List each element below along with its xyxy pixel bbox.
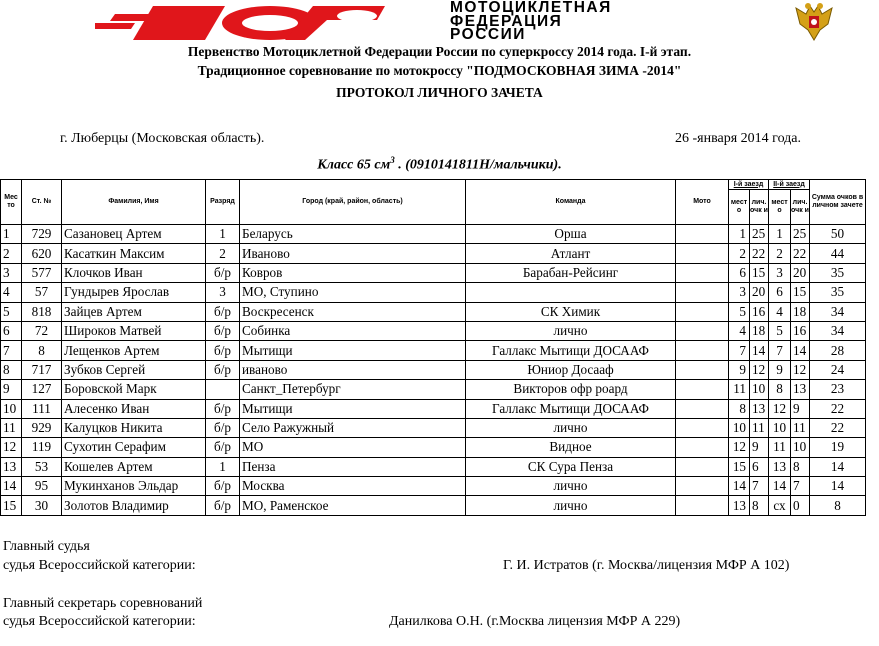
cell-num: 111 [22, 399, 62, 418]
cell-rank: 1 [206, 225, 240, 244]
table-row [1, 496, 866, 515]
title-protocol: ПРОТОКОЛ ЛИЧНОГО ЗАЧЕТА [336, 85, 543, 100]
cell-p2: 10 [769, 418, 791, 437]
cell-total: 28 [810, 341, 866, 360]
cell-city: Беларусь [240, 225, 466, 244]
cell-p2: сх [769, 496, 791, 515]
cell-p1: 15 [729, 457, 750, 476]
cell-p1: 3 [729, 283, 750, 302]
cell-place: 15 [1, 496, 22, 515]
cell-o1: 9 [750, 438, 769, 457]
cell-city: Собинка [240, 321, 466, 340]
cell-p2: 6 [769, 283, 791, 302]
table-row [1, 341, 866, 360]
header-total: Сумма очков в личном зачете [810, 180, 866, 225]
cell-total: 50 [810, 225, 866, 244]
cell-num: 729 [22, 225, 62, 244]
cell-name: Сухотин Серафим [62, 438, 206, 457]
cell-num: 8 [22, 341, 62, 360]
cell-o1: 14 [750, 341, 769, 360]
cell-p1: 7 [729, 341, 750, 360]
cell-o2: 22 [791, 244, 810, 263]
cell-place: 4 [1, 283, 22, 302]
cell-moto [676, 341, 729, 360]
header-race2-points: лич. очк и [791, 190, 810, 225]
cell-o2: 13 [791, 380, 810, 399]
results-body [1, 225, 866, 516]
cell-team: Юниор Досааф [466, 360, 676, 379]
coat-of-arms-icon [790, 0, 838, 42]
org-line-2: ФЕДЕРАЦИЯ [450, 12, 563, 30]
cell-total: 35 [810, 263, 866, 282]
cell-o2: 14 [791, 341, 810, 360]
cell-p1: 14 [729, 477, 750, 496]
table-row [1, 399, 866, 418]
cell-p1: 9 [729, 360, 750, 379]
cell-city: Иваново [240, 244, 466, 263]
cell-moto [676, 244, 729, 263]
cell-rank: б/р [206, 399, 240, 418]
cell-o2: 20 [791, 263, 810, 282]
cell-city: Пенза [240, 457, 466, 476]
cell-p2: 13 [769, 457, 791, 476]
table-row [1, 321, 866, 340]
cell-moto [676, 477, 729, 496]
secretary-name: Данилкова О.Н. (г.Москва лицензия МФР А 229) [389, 614, 681, 629]
cell-num: 127 [22, 380, 62, 399]
cell-o1: 8 [750, 496, 769, 515]
cell-team: Галлакс Мытищи ДОСААФ [466, 341, 676, 360]
mfr-logo [95, 4, 395, 42]
cell-place: 10 [1, 399, 22, 418]
cell-p2: 5 [769, 321, 791, 340]
cell-team: Галлакс Мытищи ДОСААФ [466, 399, 676, 418]
event-date: 26 -января 2014 года. [675, 131, 801, 146]
cell-moto [676, 225, 729, 244]
cell-rank: б/р [206, 321, 240, 340]
table-row [1, 225, 866, 244]
header-number: Ст. № [22, 180, 62, 225]
location: г. Люберцы (Московская область). [60, 131, 265, 146]
cell-name: Сазановец Артем [62, 225, 206, 244]
cell-p2: 8 [769, 380, 791, 399]
cell-name: Алесенко Иван [62, 399, 206, 418]
cell-name: Касаткин Максим [62, 244, 206, 263]
secretary-title: Главный секретарь соревнований [3, 596, 203, 611]
class-suffix: . (0910141811Н/мальчики). [394, 157, 562, 173]
cell-city: Воскресенск [240, 302, 466, 321]
cell-p2: 2 [769, 244, 791, 263]
cell-moto [676, 263, 729, 282]
cell-rank: б/р [206, 341, 240, 360]
cell-rank: б/р [206, 477, 240, 496]
cell-moto [676, 321, 729, 340]
cell-city: иваново [240, 360, 466, 379]
table-row [1, 302, 866, 321]
cell-p1: 8 [729, 399, 750, 418]
header-team: Команда [466, 180, 676, 225]
cell-o2: 16 [791, 321, 810, 340]
cell-o1: 18 [750, 321, 769, 340]
header-race-2: II-й заезд [769, 180, 810, 190]
cell-moto [676, 360, 729, 379]
cell-name: Кошелев Артем [62, 457, 206, 476]
cell-team: лично [466, 418, 676, 437]
cell-place: 3 [1, 263, 22, 282]
table-row [1, 418, 866, 437]
header-race1-place: мест о [729, 190, 750, 225]
cell-o2: 18 [791, 302, 810, 321]
cell-o1: 22 [750, 244, 769, 263]
table-row [1, 457, 866, 476]
cell-total: 14 [810, 477, 866, 496]
cell-name: Мукинханов Эльдар [62, 477, 206, 496]
cell-total: 44 [810, 244, 866, 263]
cell-name: Калуцков Никита [62, 418, 206, 437]
cell-total: 22 [810, 399, 866, 418]
cell-rank: 2 [206, 244, 240, 263]
judge-category: судья Всероссийской категории: [3, 558, 196, 573]
organization-name [450, 1, 612, 42]
cell-team: лично [466, 321, 676, 340]
cell-total: 14 [810, 457, 866, 476]
cell-p1: 2 [729, 244, 750, 263]
cell-name: Золотов Владимир [62, 496, 206, 515]
title-competition: Традиционное соревнование по мотокроссу "ПОДМОСКОВНАЯ ЗИМА -2014" [197, 63, 682, 78]
cell-p2: 3 [769, 263, 791, 282]
cell-moto [676, 438, 729, 457]
table-row [1, 283, 866, 302]
cell-p2: 7 [769, 341, 791, 360]
table-row [1, 244, 866, 263]
secretary-category: судья Всероссийской категории: [3, 614, 196, 629]
cell-p1: 5 [729, 302, 750, 321]
cell-p2: 14 [769, 477, 791, 496]
table-row [1, 360, 866, 379]
cell-moto [676, 418, 729, 437]
cell-place: 2 [1, 244, 22, 263]
cell-total: 34 [810, 321, 866, 340]
cell-o2: 8 [791, 457, 810, 476]
header-name: Фамилия, Имя [62, 180, 206, 225]
cell-name: Клочков Иван [62, 263, 206, 282]
cell-num: 818 [22, 302, 62, 321]
cell-p1: 11 [729, 380, 750, 399]
cell-num: 57 [22, 283, 62, 302]
table-row [1, 380, 866, 399]
cell-o1: 10 [750, 380, 769, 399]
cell-o1: 12 [750, 360, 769, 379]
cell-o2: 7 [791, 477, 810, 496]
cell-place: 9 [1, 380, 22, 399]
cell-city: МО, Раменское [240, 496, 466, 515]
cell-city: МО, Ступино [240, 283, 466, 302]
header-race-1: I-й заезд [729, 180, 769, 190]
cell-total: 8 [810, 496, 866, 515]
header-place: Мес то [1, 180, 22, 225]
cell-num: 577 [22, 263, 62, 282]
cell-num: 119 [22, 438, 62, 457]
cell-name: Зубков Сергей [62, 360, 206, 379]
cell-o2: 9 [791, 399, 810, 418]
cell-o1: 7 [750, 477, 769, 496]
cell-num: 72 [22, 321, 62, 340]
cell-city: МО [240, 438, 466, 457]
cell-city: Село Ражужный [240, 418, 466, 437]
cell-rank: 1 [206, 457, 240, 476]
cell-p1: 10 [729, 418, 750, 437]
cell-city: Ковров [240, 263, 466, 282]
cell-o2: 10 [791, 438, 810, 457]
header-race1-points: лич. очк и [750, 190, 769, 225]
class-prefix: Класс 65 см [317, 157, 391, 173]
org-line-1: МОТОЦИКЛЕТНАЯ [450, 0, 612, 16]
cell-num: 53 [22, 457, 62, 476]
cell-city: Санкт_Петербург [240, 380, 466, 399]
cell-team: СК Сура Пенза [466, 457, 676, 476]
results-table [0, 179, 866, 516]
cell-o2: 25 [791, 225, 810, 244]
judge-name: Г. И. Истратов (г. Москва/лицензия МФР А 102) [503, 558, 790, 573]
cell-total: 23 [810, 380, 866, 399]
cell-num: 95 [22, 477, 62, 496]
cell-p2: 1 [769, 225, 791, 244]
cell-rank: б/р [206, 263, 240, 282]
cell-o1: 25 [750, 225, 769, 244]
cell-p1: 12 [729, 438, 750, 457]
cell-num: 30 [22, 496, 62, 515]
cell-name: Гундырев Ярослав [62, 283, 206, 302]
cell-num: 620 [22, 244, 62, 263]
cell-o2: 0 [791, 496, 810, 515]
cell-total: 24 [810, 360, 866, 379]
cell-o1: 20 [750, 283, 769, 302]
cell-place: 7 [1, 341, 22, 360]
cell-name: Лещенков Артем [62, 341, 206, 360]
cell-rank: б/р [206, 360, 240, 379]
cell-p2: 11 [769, 438, 791, 457]
cell-team: СК Химик [466, 302, 676, 321]
cell-place: 13 [1, 457, 22, 476]
cell-p1: 6 [729, 263, 750, 282]
cell-rank: б/р [206, 496, 240, 515]
cell-moto [676, 399, 729, 418]
cell-team: Викторов офр роард [466, 380, 676, 399]
cell-rank: б/р [206, 302, 240, 321]
cell-total: 35 [810, 283, 866, 302]
cell-team: лично [466, 496, 676, 515]
cell-rank: б/р [206, 418, 240, 437]
cell-team: Орша [466, 225, 676, 244]
cell-o2: 15 [791, 283, 810, 302]
cell-moto [676, 457, 729, 476]
cell-num: 717 [22, 360, 62, 379]
header-moto: Мото [676, 180, 729, 225]
cell-o1: 16 [750, 302, 769, 321]
header-city: Город (край, район, область) [240, 180, 466, 225]
table-row [1, 263, 866, 282]
cell-p2: 9 [769, 360, 791, 379]
org-line-3: РОССИИ [450, 26, 526, 43]
cell-moto [676, 496, 729, 515]
header-rank: Разряд [206, 180, 240, 225]
cell-moto [676, 302, 729, 321]
cell-o1: 11 [750, 418, 769, 437]
cell-place: 1 [1, 225, 22, 244]
header-race2-place: мест о [769, 190, 791, 225]
cell-total: 34 [810, 302, 866, 321]
cell-rank: 3 [206, 283, 240, 302]
cell-team: лично [466, 477, 676, 496]
cell-o1: 13 [750, 399, 769, 418]
cell-o1: 6 [750, 457, 769, 476]
cell-name: Широков Матвей [62, 321, 206, 340]
cell-rank: б/р [206, 438, 240, 457]
cell-total: 22 [810, 418, 866, 437]
cell-p1: 13 [729, 496, 750, 515]
cell-city: Мытищи [240, 341, 466, 360]
cell-city: Мытищи [240, 399, 466, 418]
cell-num: 929 [22, 418, 62, 437]
cell-place: 5 [1, 302, 22, 321]
cell-name: Зайцев Артем [62, 302, 206, 321]
cell-rank [206, 380, 240, 399]
cell-place: 6 [1, 321, 22, 340]
class-superscript: 3 [390, 155, 395, 165]
cell-p2: 12 [769, 399, 791, 418]
cell-place: 14 [1, 477, 22, 496]
cell-team: Атлант [466, 244, 676, 263]
cell-team: Барабан-Рейсинг [466, 263, 676, 282]
cell-o2: 11 [791, 418, 810, 437]
cell-moto [676, 380, 729, 399]
cell-place: 11 [1, 418, 22, 437]
cell-p2: 4 [769, 302, 791, 321]
cell-p1: 4 [729, 321, 750, 340]
table-row [1, 438, 866, 457]
class-title [0, 155, 879, 174]
cell-name: Боровской Марк [62, 380, 206, 399]
cell-total: 19 [810, 438, 866, 457]
cell-p1: 1 [729, 225, 750, 244]
judge-title: Главный судья [3, 539, 90, 554]
cell-team: Видное [466, 438, 676, 457]
cell-team [466, 283, 676, 302]
cell-moto [676, 283, 729, 302]
cell-place: 12 [1, 438, 22, 457]
cell-city: Москва [240, 477, 466, 496]
cell-place: 8 [1, 360, 22, 379]
cell-o1: 15 [750, 263, 769, 282]
title-championship: Первенство Мотоциклетной Федерации России по суперкроссу 2014 года. I-й этап. [187, 44, 692, 59]
cell-o2: 12 [791, 360, 810, 379]
table-row [1, 477, 866, 496]
